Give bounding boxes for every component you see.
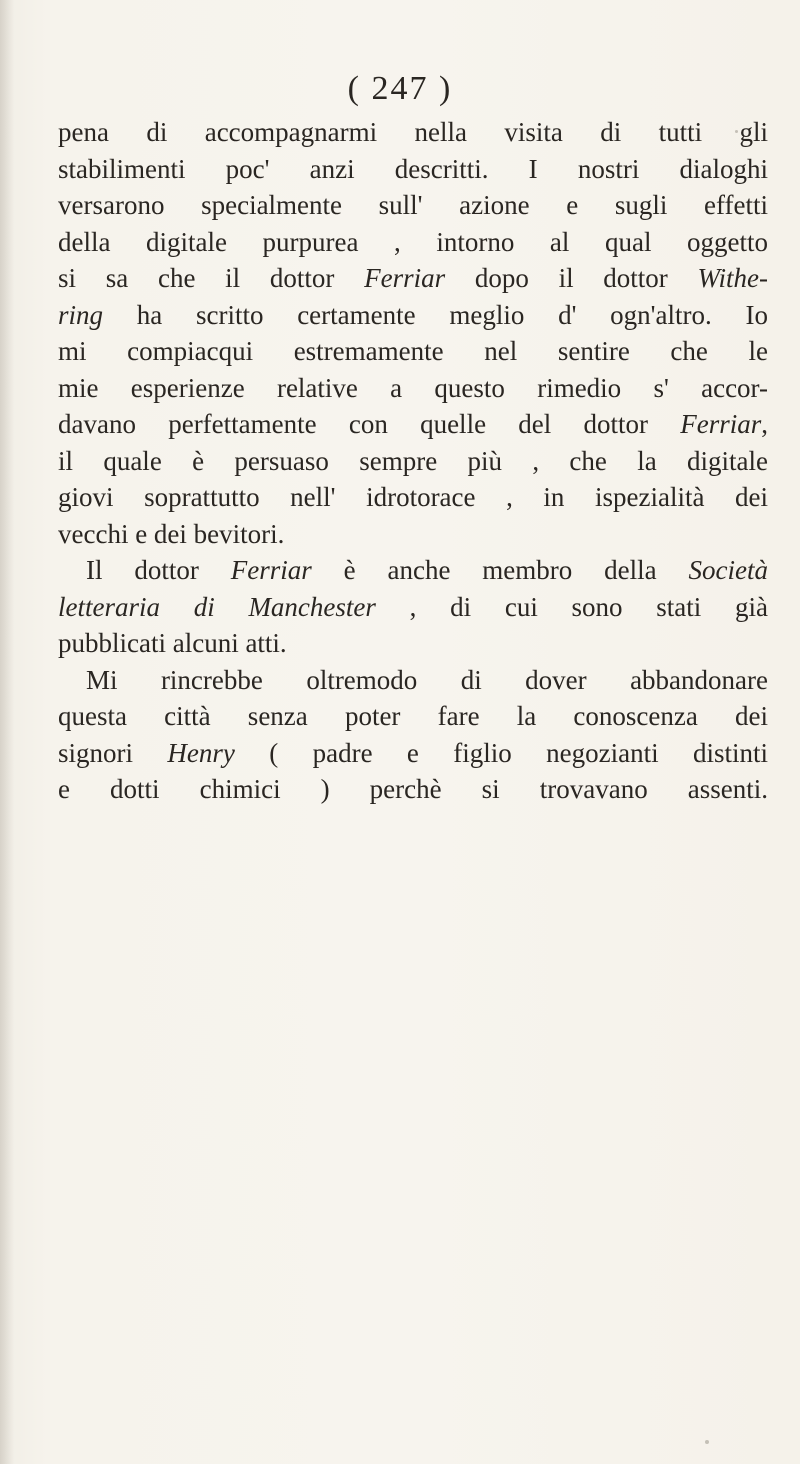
text-line: letteraria di Manchester , di cui sono stati già [58, 591, 768, 622]
text-line: pubblicati alcuni atti. [58, 628, 287, 658]
page-gutter-shadow [0, 0, 14, 1464]
text-line: Mi rincrebbe oltremodo di dover abbandonare [86, 664, 768, 695]
text-line: della digitale purpurea , intorno al qual oggetto [58, 226, 768, 257]
page-number-header: ( 247 ) [347, 70, 453, 107]
paper-speck [705, 1440, 709, 1444]
text-line: questa città senza poter fare la conoscenza dei [58, 701, 768, 731]
text-line: giovi soprattutto nell' idrotorace , in ispezialità dei [58, 482, 768, 512]
text-line: si sa che il dottor Ferriar dopo il dottor Withe- [58, 263, 768, 293]
text-line: versarono specialmente sull' azione e sugli effetti [58, 190, 768, 220]
text-line: e dotti chimici ) perchè si trovavano assenti. [58, 774, 768, 804]
text-line: mi compiacqui estremamente nel sentire che le [58, 336, 768, 366]
text-line: pena di accompagnarmi nella visita di tutti gli [58, 117, 768, 147]
text-line: il quale è persuaso sempre più , che la digitale [58, 445, 768, 476]
body-text [58, 114, 768, 808]
text-line: davano perfettamente con quelle del dottor Ferriar, [58, 409, 768, 439]
paper-speck [700, 760, 703, 763]
paper-speck [735, 130, 738, 133]
text-line: Il dottor Ferriar è anche membro della Società [86, 555, 768, 585]
text-line: ring ha scritto certamente meglio d' ogn'altro. Io [58, 299, 768, 330]
text-line: signori Henry ( padre e figlio negozianti distinti [58, 737, 768, 768]
text-line: mie esperienze relative a questo rimedio s' accor- [58, 372, 768, 403]
text-line: vecchi e dei bevitori. [58, 518, 285, 549]
text-line: stabilimenti poc' anzi descritti. I nostri dialoghi [58, 153, 768, 184]
